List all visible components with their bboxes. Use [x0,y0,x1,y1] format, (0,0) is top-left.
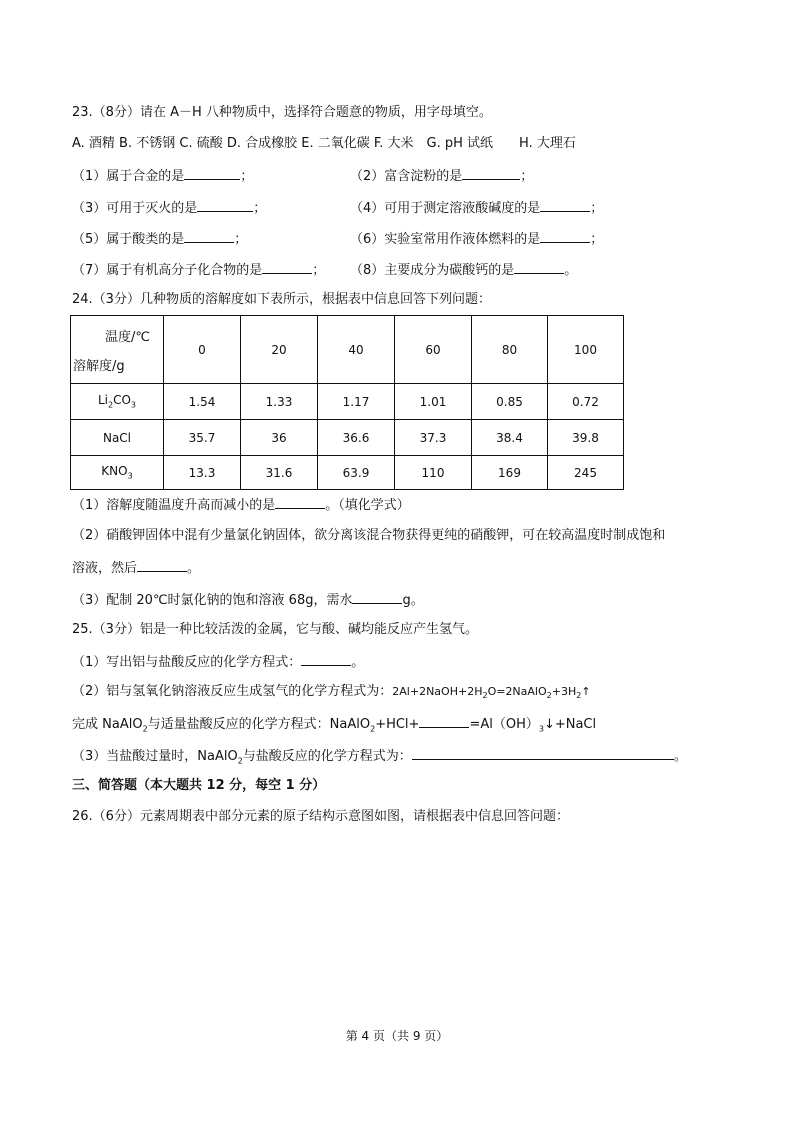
answer-blank[interactable] [352,589,402,604]
q23-item-2: （2）富含淀粉的是 ； [350,165,533,187]
answer-blank[interactable] [462,165,520,180]
table-cell: 39.8 [548,420,624,456]
table-cell: 110 [395,456,472,490]
q23-title: 23.（8分）请在 A－H 八种物质中，选择符合题意的物质，用字母填空。 [72,105,492,120]
q24-title: 24.（3分）几种物质的溶解度如下表所示，根据表中信息回答下列问题： [72,292,491,307]
q24-sub2-line1: （2）硝酸钾固体中混有少量氯化钠固体，欲分离该混合物获得更纯的硝酸钾，可在较高温度时制成饱和 [72,528,666,543]
table-cell: 1.54 [164,384,241,420]
q26-title: 26.（6分）元素周期表中部分元素的原子结构示意图如图，请根据表中信息回答问题： [72,809,569,824]
temp-header: 60 [395,316,472,384]
answer-blank[interactable] [540,228,590,243]
table-cell: 37.3 [395,420,472,456]
substance-name: NaCl [71,420,164,456]
header-solubility: 溶解度/g [73,359,125,374]
temp-header: 40 [318,316,395,384]
table-cell: 1.33 [241,384,318,420]
q24-sub1: （1）溶解度随温度升高而减小的是 。（填化学式） [72,494,410,516]
table-cell: 1.01 [395,384,472,420]
answer-blank[interactable] [301,651,351,666]
answer-blank[interactable] [137,557,187,572]
table-cell: 31.6 [241,456,318,490]
table-cell: 13.3 [164,456,241,490]
q23-item-7: （7）属于有机高分子化合物的是 ； [72,259,325,281]
table-row [71,384,624,420]
q25-sub1: （1）写出铝与盐酸反应的化学方程式： 。 [72,651,364,673]
table-cell: 35.7 [164,420,241,456]
table-row [71,456,624,490]
header-temperature: 温度/℃ [105,330,150,345]
q23-item-3: （3）可用于灭火的是 ； [72,197,266,219]
answer-blank[interactable] [184,228,234,243]
q23-item-8: （8）主要成分为碳酸钙的是 。 [350,259,577,281]
table-cell: 36.6 [318,420,395,456]
temp-header: 80 [472,316,548,384]
answer-blank[interactable] [514,259,564,274]
answer-blank[interactable] [419,713,469,728]
table-cell: 0.72 [548,384,624,420]
answer-blank[interactable] [184,165,240,180]
table-cell: 1.17 [318,384,395,420]
temp-header: 100 [548,316,624,384]
q25-sub3: （3）当盐酸过量时，NaAlO$_2$与盐酸反应的化学方程式为： 。 [72,745,687,772]
table-cell: 38.4 [472,420,548,456]
q24-sub2-line2: 溶液，然后 。 [72,557,200,579]
q23-item-1: （1）属于合金的是 ； [72,165,253,187]
substance-name: $Li_2CO_3$ [71,384,164,420]
answer-blank[interactable] [275,494,325,509]
q23-options: A. 酒精 B. 不锈钢 C. 硫酸 D. 合成橡胶 E. 二氧化碳 F. 大米 G. pH 试纸 H. 大理石 [72,136,576,151]
q25-title: 25.（3分）铝是一种比较活泼的金属，它与酸、碱均能反应产生氢气。 [72,622,478,637]
table-header-row [71,316,624,384]
answer-blank[interactable] [540,197,590,212]
q25-sub2-line2: 完成 NaAlO$_2$与适量盐酸反应的化学方程式：NaAlO$_2$+HCl+ $=Al(OH)_3↓+NaCl$ [72,713,596,740]
solubility-table [70,315,624,490]
page-footer: 第 4 页（共 9 页） [345,1029,449,1043]
answer-blank[interactable] [412,745,674,760]
answer-blank[interactable] [262,259,312,274]
section-heading: 三、简答题（本大题共 12 分，每空 1 分） [72,778,326,793]
table-cell: 169 [472,456,548,490]
q23-item-4: （4）可用于测定溶液酸碱度的是 ； [350,197,603,219]
q24-sub3: （3）配制 20℃时氯化钠的饱和溶液 68g，需水 g。 [72,589,424,611]
table-row [71,420,624,456]
substance-name: $KNO_3$ [71,456,164,490]
table-cell: 0.85 [472,384,548,420]
temp-header: 0 [164,316,241,384]
table-cell: 36 [241,420,318,456]
q23-item-5: （5）属于酸类的是 ； [72,228,247,250]
table-cell: 63.9 [318,456,395,490]
answer-blank[interactable] [197,197,253,212]
q25-sub2: （2）铝与氢氧化钠溶液反应生成氢气的化学方程式为：$2Al+2NaOH+2H_2O=2NaAlO_2+3H_2↑$ [72,684,591,701]
table-corner-header [71,316,164,384]
table-cell: 245 [548,456,624,490]
q23-item-6: （6）实验室常用作液体燃料的是 ； [350,228,603,250]
temp-header: 20 [241,316,318,384]
